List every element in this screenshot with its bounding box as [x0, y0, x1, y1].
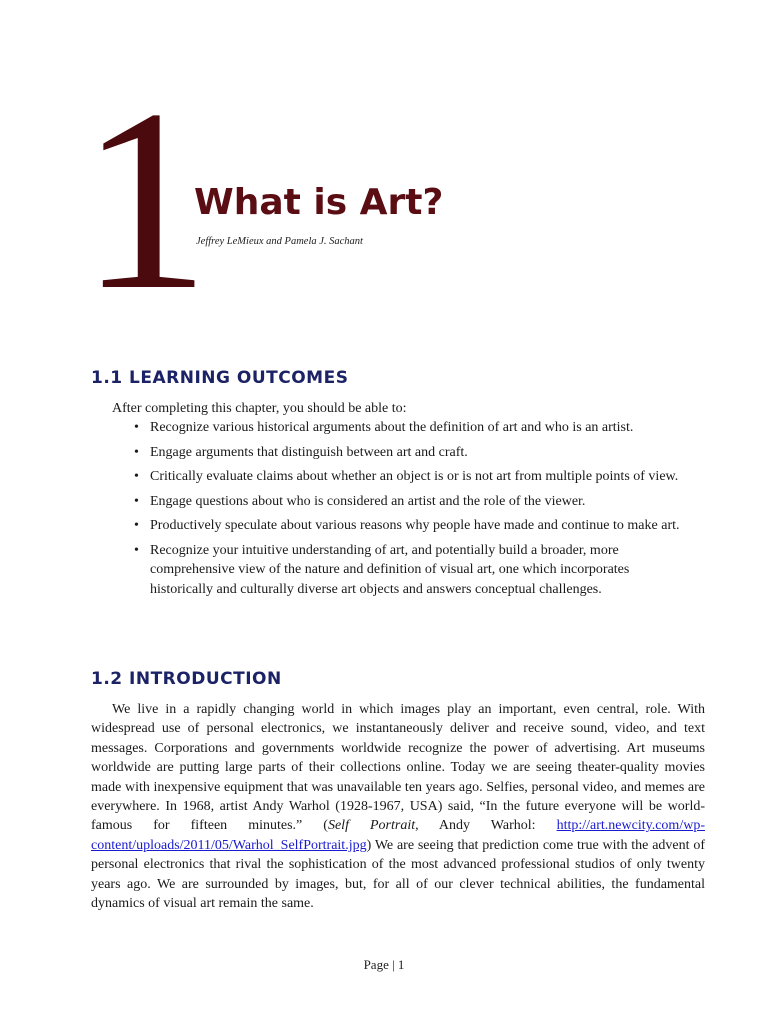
- chapter-number: 1: [80, 56, 210, 344]
- list-item-text: Recognize your intuitive understanding of art, and potentially build a broader, more comprehensive view of the nature and definition of visual art, one which incorporates historically and culturally diverse art objects and answers conceptual challenges.: [150, 542, 630, 597]
- list-item: [130, 516, 690, 536]
- bullet-icon: •: [134, 420, 139, 435]
- list-item: [130, 443, 690, 463]
- bullet-icon: •: [134, 444, 139, 460]
- bullet-icon: •: [134, 493, 139, 509]
- learning-outcomes-intro: After completing this chapter, you should be able to:: [112, 401, 407, 416]
- list-item-text: Critically evaluate claims about whether an object is or is not art from multiple points of view.: [150, 469, 679, 484]
- chapter-authors: Jeffrey LeMieux and Pamela J. Sachant: [196, 236, 363, 247]
- bullet-icon: •: [134, 469, 139, 484]
- intro-text-part2: ) We are seeing that prediction come true with the advent of personal electronics that rival the sophistication of the most advanced professional studios of only twenty years ago. We are surrounded by images, but, for all of our clever technical abilities, the fundamental dynamics of visual art remain the same.: [91, 837, 705, 912]
- learning-outcomes-heading: 1.1 LEARNING OUTCOMES: [91, 368, 349, 388]
- page-number-footer: Page | 1: [363, 957, 405, 972]
- citation-author: , Andy Warhol:: [415, 818, 557, 834]
- list-item-text: Productively speculate about various reasons why people have made and continue to make art.: [150, 518, 680, 533]
- list-item: [130, 492, 690, 512]
- bullet-icon: •: [134, 518, 139, 533]
- list-item-text: Recognize various historical arguments about the definition of art and who is an artist.: [150, 420, 634, 435]
- bullet-icon: •: [134, 542, 139, 558]
- learning-outcomes-list: [130, 418, 690, 604]
- intro-text-part1: We live in a rapidly changing world in which images play an important, even central, role. With widespread use of personal electronics, we instantaneously deliver and receive sound, video, and text messages. Corporations and governments worldwide recognize the power of advertising. Art museums worldwide are putting large parts of their collections online. Today we are seeing theater-quality movies made with inexpensive equipment that was unavailable ten years ago. Selfies, personal video, and memes are everywhere. In 1968, artist Andy Warhol (1928-1967, USA) said, “In the future everyone will be world-famous for fifteen minutes.” (: [91, 702, 705, 834]
- introduction-paragraph: [91, 700, 705, 913]
- list-item: [130, 418, 690, 438]
- list-item: [130, 541, 690, 600]
- list-item-text: Engage arguments that distinguish between art and craft.: [150, 444, 468, 460]
- list-item-text: Engage questions about who is considered an artist and the role of the viewer.: [150, 493, 586, 509]
- chapter-title: What is Art?: [194, 182, 444, 223]
- list-item: [130, 467, 690, 487]
- introduction-heading: 1.2 INTRODUCTION: [91, 669, 282, 689]
- citation-title: Self Portrait: [327, 818, 416, 834]
- warhol-image-link[interactable]: http://art.newcity.com/wp-content/uploads/2011/05/Warhol_SelfPortrait.jpg: [91, 818, 705, 853]
